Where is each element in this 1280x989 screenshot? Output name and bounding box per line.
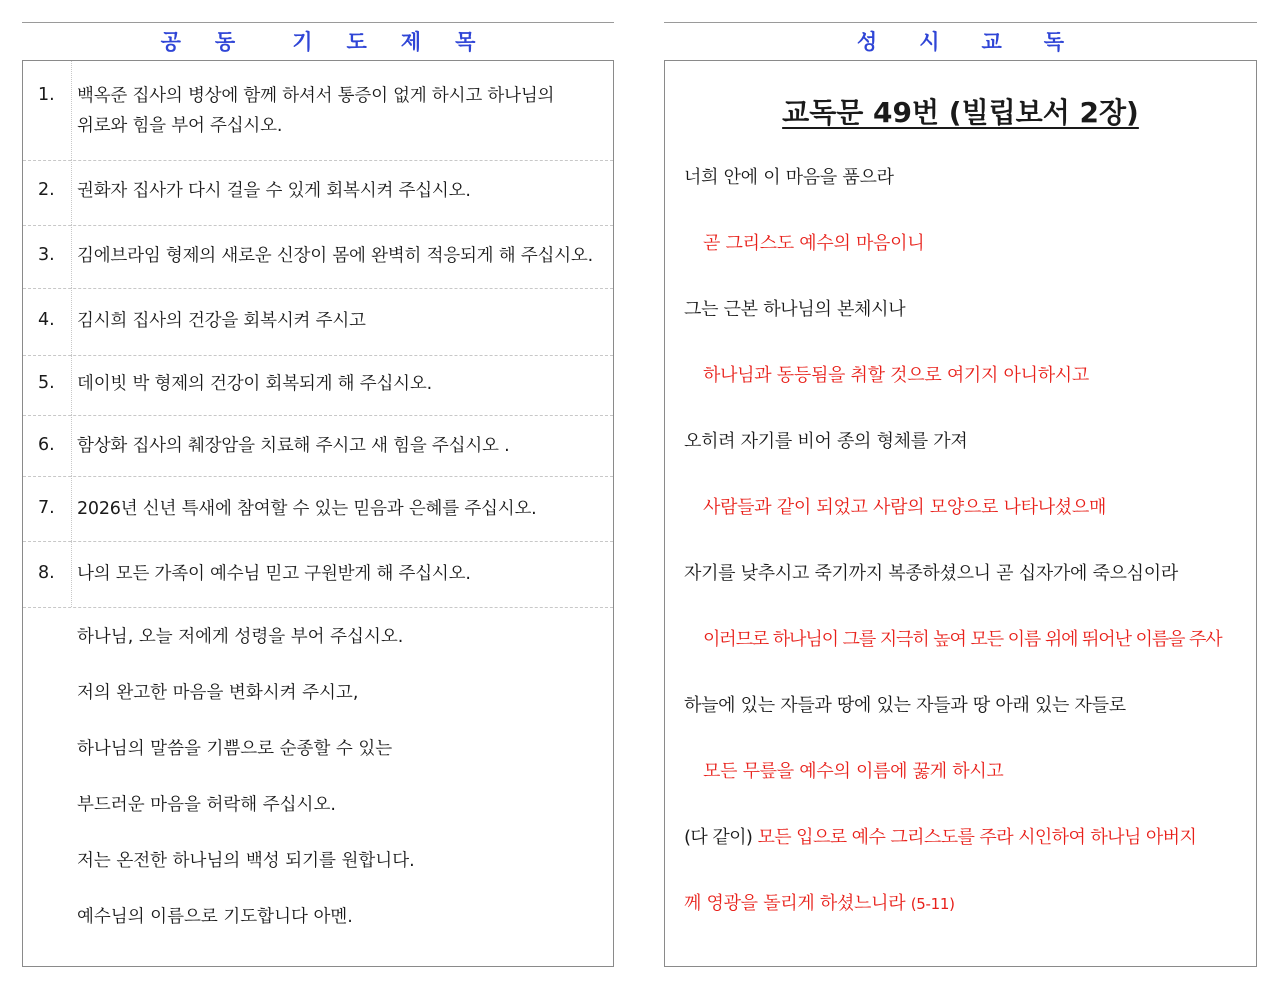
all-together-text: 께 영광을 돌리게 하셨느니라 [684, 893, 906, 914]
item-number: 6. [38, 435, 55, 455]
prayer-item [23, 355, 613, 416]
prayer-line: 부드러운 마음을 허락해 주십시오. [77, 795, 336, 815]
heading-char: 도 [346, 30, 367, 54]
responsive-reading-box [664, 60, 1257, 967]
all-together-prefix: (다 같이) [684, 827, 753, 848]
item-number: 2. [38, 180, 55, 200]
congregation-verse: 하나님과 동등됨을 취할 것으로 여기지 아니하시고 [703, 365, 1089, 386]
item-text: 나의 모든 가족이 예수님 믿고 구원받게 해 주십시오. [77, 564, 471, 584]
congregation-verse: 이러므로 하나님이 그를 지극히 높여 모든 이름 위에 뛰어난 이름을 주사 [703, 629, 1222, 650]
leader-verse: 하늘에 있는 자들과 땅에 있는 자들과 땅 아래 있는 자들로 [684, 695, 1126, 716]
prayer-item [23, 61, 613, 161]
heading-char: 제 [400, 30, 422, 54]
all-together-line [684, 823, 1196, 849]
prayer-requests-box [22, 60, 614, 967]
heading-char: 목 [455, 30, 476, 54]
item-number: 3. [38, 245, 55, 265]
number-divider [71, 225, 72, 288]
heading-char: 성 [856, 30, 878, 54]
item-number: 8. [38, 563, 55, 583]
prayer-item [23, 288, 613, 356]
item-number: 4. [38, 310, 55, 330]
number-divider [71, 541, 72, 607]
number-divider [71, 476, 72, 541]
heading-char: 독 [1043, 30, 1065, 54]
responsive-reading-heading [664, 26, 1257, 52]
prayer-line: 예수님의 이름으로 기도합니다 아멘. [77, 907, 353, 927]
item-text [77, 81, 605, 141]
item-text: 김에브라임 형제의 새로운 신장이 몸에 완벽히 적응되게 해 주십시오. [77, 246, 594, 266]
item-text: 2026년 신년 특새에 참여할 수 있는 믿음과 은혜를 주십시오. [77, 499, 537, 519]
congregation-verse: 사람들과 같이 되었고 사람의 모양으로 나타나셨으매 [703, 497, 1107, 518]
prayer-item [23, 541, 613, 608]
prayer-item [23, 415, 613, 477]
number-divider [71, 415, 72, 476]
number-divider [71, 355, 72, 415]
all-together-text: 모든 입으로 예수 그리스도를 주라 시인하여 하나님 아버지 [757, 827, 1197, 848]
prayer-line: 저는 온전한 하나님의 백성 되기를 원합니다. [77, 851, 415, 871]
heading-char: 동 [214, 30, 236, 54]
leader-verse: 그는 근본 하나님의 본체시나 [684, 299, 906, 320]
prayer-item [23, 160, 613, 226]
common-prayer-heading [22, 26, 614, 52]
item-line: 위로와 힘을 부어 주십시오. [77, 116, 283, 136]
scripture-reference: (5-11) [910, 895, 955, 913]
reading-title [665, 91, 1256, 131]
prayer-item [23, 225, 613, 289]
leader-verse: 자기를 낮추시고 죽기까지 복종하셨으니 곧 십자가에 죽으심이라 [684, 563, 1178, 584]
item-number: 7. [38, 498, 55, 518]
item-line: 백옥준 집사의 병상에 함께 하셔서 통증이 없게 하시고 하나님의 [77, 86, 555, 106]
right-top-rule [664, 22, 1257, 23]
congregation-verse: 모든 무릎을 예수의 이름에 꿇게 하시고 [703, 761, 1004, 782]
heading-char: 기 [292, 30, 313, 54]
item-text: 데이빗 박 형제의 건강이 회복되게 해 주십시오. [77, 374, 432, 394]
prayer-line: 하나님, 오늘 저에게 성령을 부어 주십시오. [77, 627, 404, 647]
prayer-item [23, 476, 613, 542]
leader-verse: 너희 안에 이 마음을 품으라 [684, 167, 894, 188]
all-together-line [684, 889, 955, 915]
number-divider [71, 61, 72, 160]
item-text: 함상화 집사의 췌장암을 치료해 주시고 새 힘을 주십시오 . [77, 436, 510, 456]
heading-char: 공 [160, 30, 181, 54]
number-divider [71, 288, 72, 355]
item-text: 권화자 집사가 다시 걸을 수 있게 회복시켜 주십시오. [77, 181, 471, 201]
item-text: 김시희 집사의 건강을 회복시켜 주시고 [77, 311, 366, 331]
reading-title-text: 교독문 49번 (빌립보서 2장) [782, 96, 1139, 129]
prayer-line: 하나님의 말씀을 기쁨으로 순종할 수 있는 [77, 739, 393, 759]
leader-verse: 오히려 자기를 비어 종의 형체를 가져 [684, 431, 968, 452]
left-top-rule [22, 22, 614, 23]
heading-char: 교 [981, 30, 1002, 54]
item-number: 5. [38, 373, 55, 393]
prayer-line: 저의 완고한 마음을 변화시켜 주시고, [77, 683, 359, 703]
item-number: 1. [38, 85, 55, 105]
number-divider [71, 160, 72, 225]
heading-char: 시 [919, 30, 940, 54]
congregation-verse: 곧 그리스도 예수의 마음이니 [703, 233, 925, 254]
